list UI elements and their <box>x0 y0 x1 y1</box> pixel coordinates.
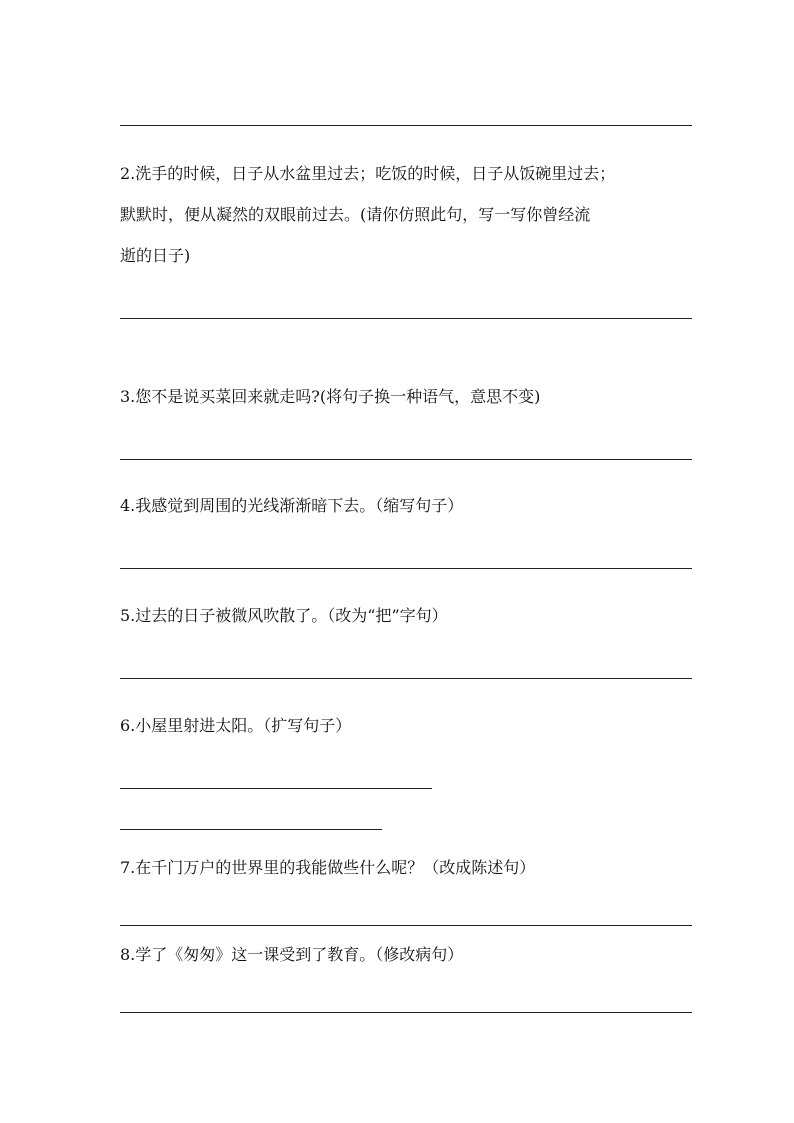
question-3: 3.您不是说买菜回来就走吗?(将句子换一种语气，意思不变) <box>120 387 541 406</box>
question-2-line-2: 默默时，便从凝然的双眼前过去。(请你仿照此句，写一写你曾经流 <box>120 205 591 224</box>
question-5: 5.过去的日子被微风吹散了。（改为“把”字句） <box>120 606 448 625</box>
question-4: 4.我感觉到周围的光线渐渐暗下去。（缩写句子） <box>120 496 464 515</box>
question-7: 7.在千门万户的世界里的我能做些什么呢？（改成陈述句） <box>120 858 536 877</box>
answer-line[interactable] <box>120 1012 692 1013</box>
answer-line[interactable] <box>120 318 692 319</box>
answer-line[interactable] <box>120 829 382 830</box>
answer-line[interactable] <box>120 788 432 789</box>
question-2-line-3: 逝的日子) <box>120 246 191 265</box>
answer-line[interactable] <box>120 678 692 679</box>
answer-line[interactable] <box>120 459 692 460</box>
question-8: 8.学了《匆匆》这一课受到了教育。（修改病句） <box>120 945 464 964</box>
question-6: 6.小屋里射进太阳。（扩写句子） <box>120 716 352 735</box>
answer-line[interactable] <box>120 568 692 569</box>
question-2-line-1: 2.洗手的时候，日子从水盆里过去；吃饭的时候，日子从饭碗里过去； <box>120 164 616 183</box>
answer-line[interactable] <box>120 125 692 126</box>
answer-line[interactable] <box>120 925 692 926</box>
